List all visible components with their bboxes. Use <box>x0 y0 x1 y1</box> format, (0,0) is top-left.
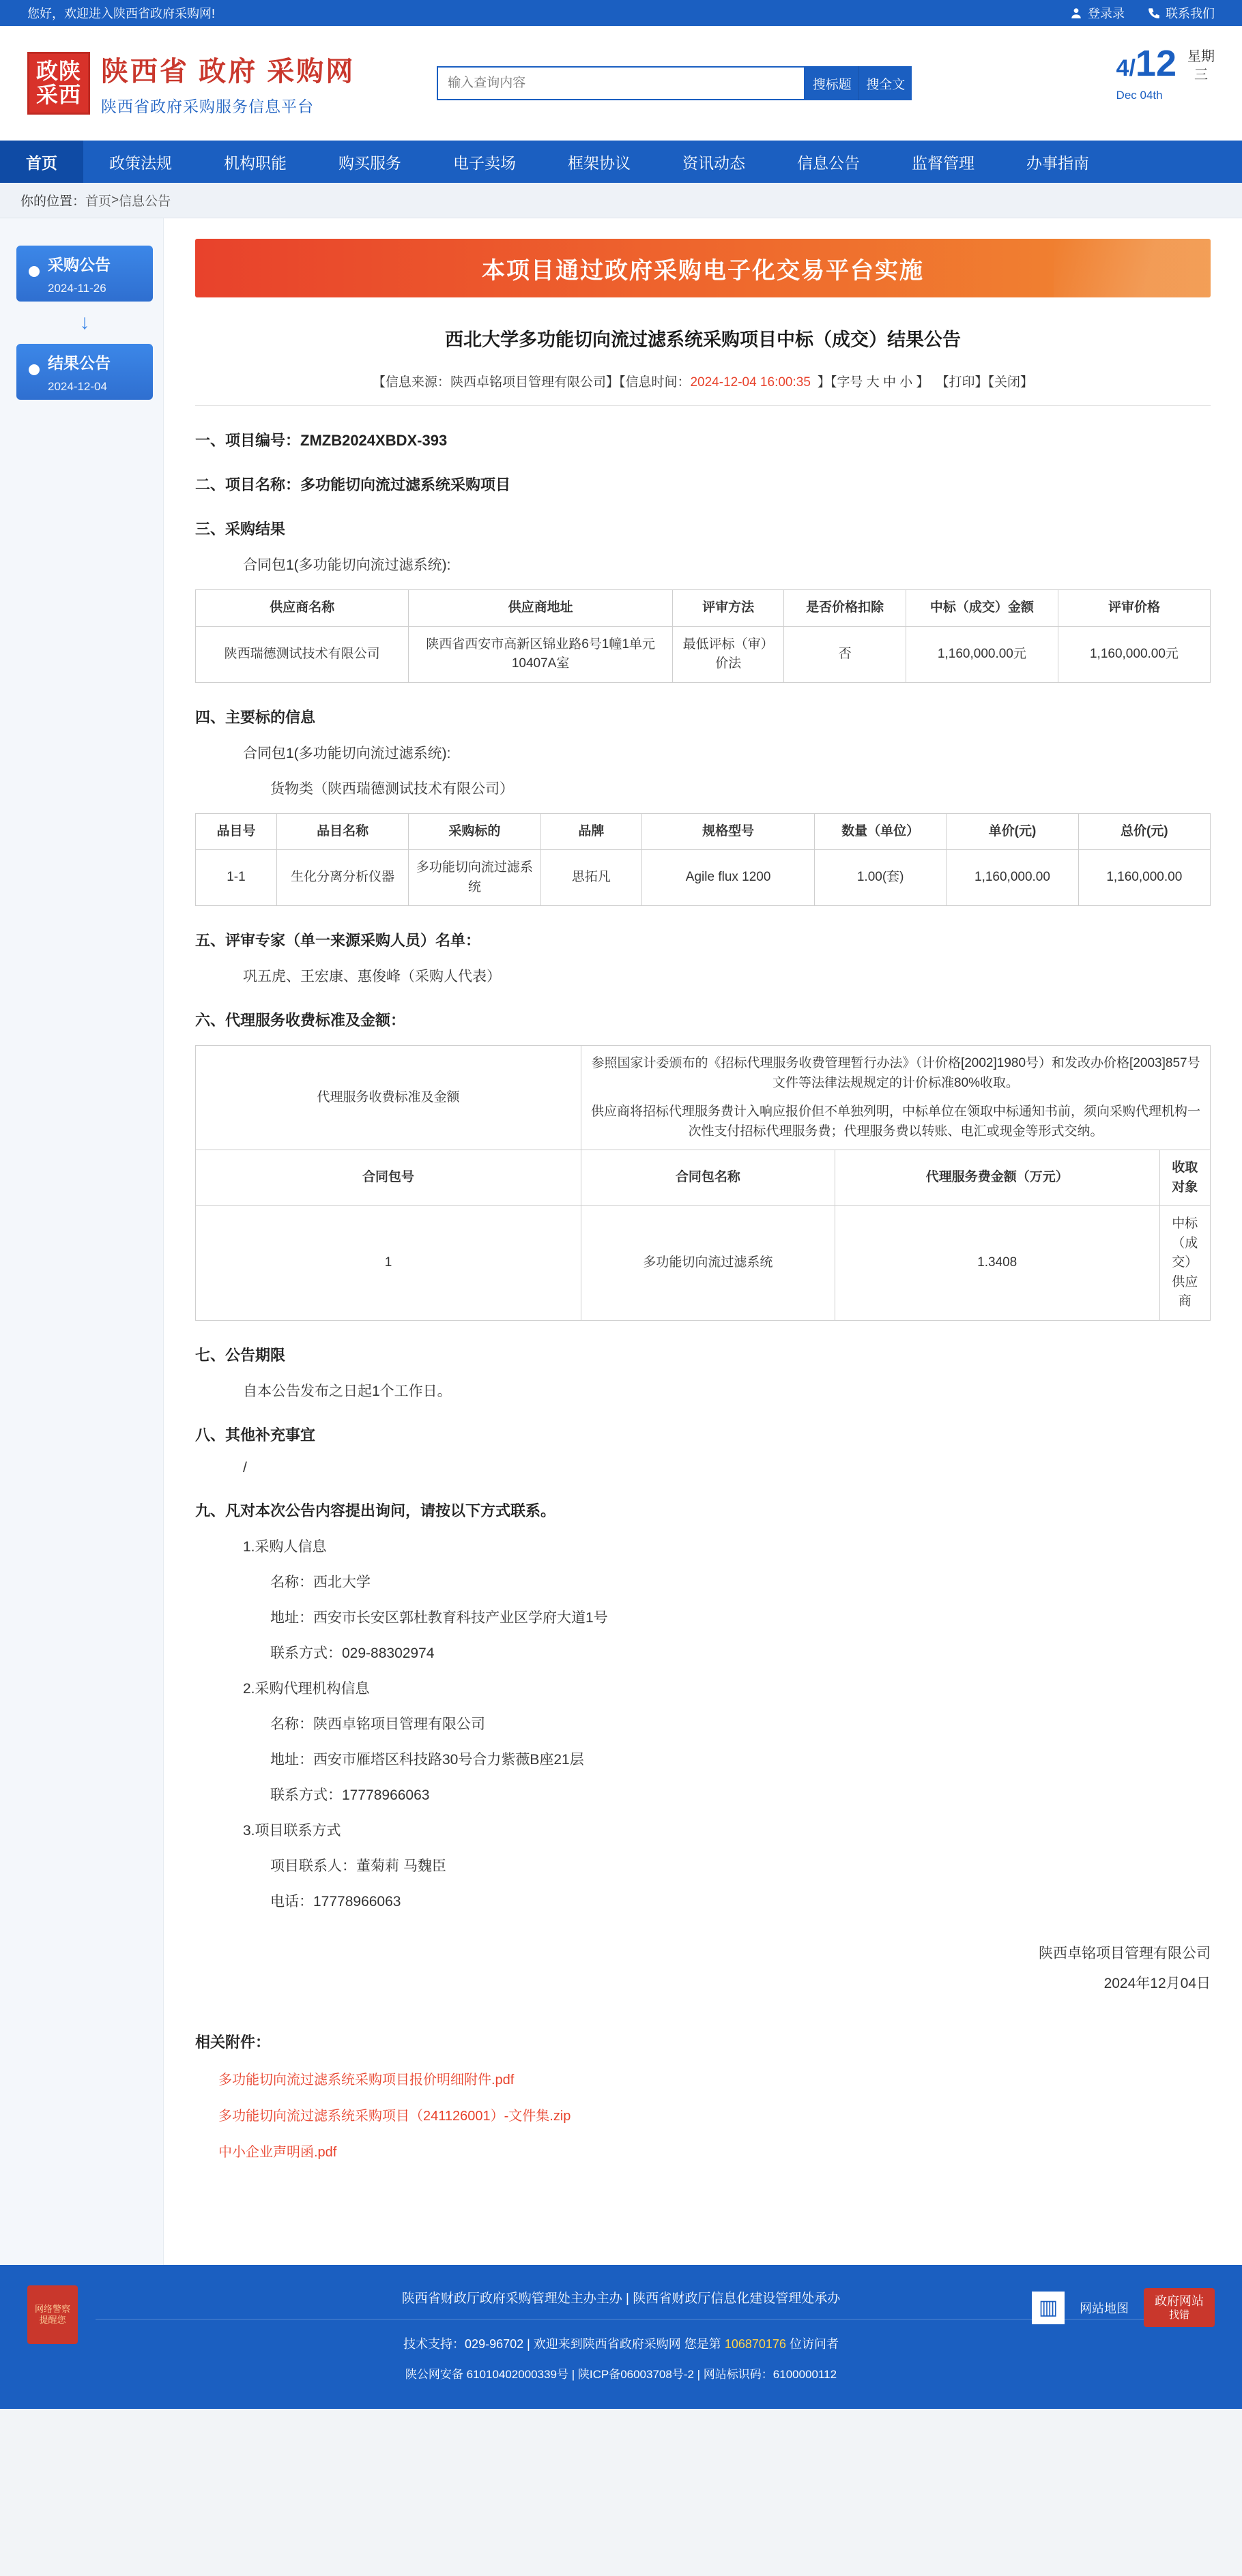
td-package-name: 多功能切向流过滤系统 <box>581 1206 835 1321</box>
td-total-price: 1,160,000.00 <box>1078 850 1210 906</box>
gov-badge-line2: 找错 <box>1168 2309 1189 2321</box>
th-award-amount: 中标（成交）金额 <box>906 590 1058 627</box>
site-footer <box>0 2265 1242 2409</box>
contact-link[interactable] <box>1148 4 1215 22</box>
signature-date: 2024年12月04日 <box>1103 1975 1211 1991</box>
agency-fee-table <box>195 1045 1211 1321</box>
footer-icp: 陕公网安备 61010402000339号 | 陕ICP备06003708号-2 | 网站标识码：6100000112 <box>405 2368 837 2381</box>
section-3-title: 三、采购结果 <box>195 521 286 538</box>
platform-banner: 本项目通过政府采购电子化交易平台实施 <box>195 239 1211 297</box>
td-award-amount: 1,160,000.00元 <box>906 626 1058 682</box>
logo-mark-icon: 政陕 采西 <box>27 52 90 115</box>
td-fee-standard-label: 代理服务收费标准及金额 <box>196 1046 581 1150</box>
th-brand: 品牌 <box>540 813 642 850</box>
attachment-link[interactable]: 多功能切向流过滤系统采购项目报价明细附件.pdf <box>218 2072 515 2088</box>
breadcrumb-home[interactable]: 首页 <box>85 194 112 209</box>
section-5-body: 巩五虎、王宏康、惠俊峰（采购人代表） <box>243 969 501 984</box>
section-5-title: 五、评审专家（单一来源采购人员）名单： <box>195 932 481 949</box>
th-package-name: 合同包名称 <box>581 1150 835 1206</box>
th-package-no: 合同包号 <box>196 1150 581 1206</box>
attachment-link[interactable]: 中小企业声明函.pdf <box>218 2144 337 2160</box>
section-4-package: 合同包1(多功能切向流过滤系统): <box>243 745 451 761</box>
phone-icon <box>1148 7 1160 19</box>
contact-agency-title: 2.采购代理机构信息 <box>243 1680 370 1697</box>
doc-meta <box>195 372 1211 406</box>
contact-purchaser-title: 1.采购人信息 <box>243 1538 327 1555</box>
contact-agency-name: 名称：陕西卓铭项目管理有限公司 <box>270 1716 485 1732</box>
section-4-category: 货物类（陕西瑞德测试技术有限公司） <box>270 780 514 797</box>
nav-item-news[interactable]: 资讯动态 <box>682 153 745 172</box>
footer-tools <box>1032 2288 1215 2327</box>
step-date: 2024-12-04 <box>48 379 107 393</box>
th-total-price: 总价(元) <box>1078 813 1210 850</box>
contact-project-tel: 电话：17778966063 <box>270 1893 401 1909</box>
close-link[interactable]: 【关闭】 <box>987 375 1034 390</box>
user-icon <box>1070 7 1082 19</box>
search-box <box>437 66 912 100</box>
topbar <box>0 0 1242 26</box>
progress-sidebar <box>0 218 164 2265</box>
th-subject: 采购标的 <box>409 813 540 850</box>
th-quantity: 数量（单位） <box>815 813 947 850</box>
td-fee-standard-text <box>581 1046 1211 1150</box>
nav-item-functions[interactable]: 机构职能 <box>224 153 287 172</box>
date-sub: Dec 04th <box>1116 89 1163 102</box>
step-date: 2024-11-26 <box>48 281 106 295</box>
table-header-row <box>196 590 1211 627</box>
contact-purchaser-address: 地址：西安市长安区郭杜教育科技产业区学府大道1号 <box>270 1609 608 1626</box>
footer-tech-text: 技术支持：029-96702 | 欢迎来到陕西省政府采购网 您是第 <box>403 2337 721 2351</box>
table-row <box>196 850 1211 906</box>
attachments-list <box>195 2068 1211 2161</box>
th-fee-payer: 收取对象 <box>1159 1150 1210 1206</box>
td-fee-amount: 1.3408 <box>835 1206 1159 1321</box>
nav-item-announcements[interactable]: 信息公告 <box>797 153 860 172</box>
th-supplier-address: 供应商地址 <box>409 590 673 627</box>
breadcrumb-separator: > <box>111 192 119 207</box>
section-9-title: 九、凡对本次公告内容提出询问，请按以下方式联系。 <box>195 1502 556 1519</box>
section-1-title: 一、项目编号：ZMZB2024XBDX-393 <box>195 432 448 449</box>
footer-tech <box>0 2334 1242 2352</box>
th-item-no: 品目号 <box>196 813 277 850</box>
meta-source-label: 【信息来源： <box>372 375 450 390</box>
table-row <box>196 626 1211 682</box>
section-2-title: 二、项目名称：多功能切向流过滤系统采购项目 <box>195 476 511 493</box>
td-item-no: 1-1 <box>196 850 277 906</box>
meta-time: 2024-12-04 16:00:35 <box>690 375 811 390</box>
td-supplier-name: 陕西瑞德测试技术有限公司 <box>196 626 409 682</box>
breadcrumb <box>0 183 1242 218</box>
th-item-name: 品目名称 <box>276 813 408 850</box>
td-supplier-address: 陕西省西安市高新区锦业路6号1幢1单元10407A室 <box>409 626 673 682</box>
section-3-package: 合同包1(多功能切向流过滤系统): <box>243 557 451 573</box>
td-review-price: 1,160,000.00元 <box>1058 626 1210 682</box>
signature-block <box>195 1942 1211 1993</box>
arrow-down-icon: ↓ <box>79 311 90 334</box>
site-name: 陕西省 政府 采购网 <box>101 57 356 87</box>
th-review-price: 评审价格 <box>1058 590 1210 627</box>
main-nav <box>0 141 1242 183</box>
topbar-actions <box>1070 4 1215 22</box>
td-item-name: 生化分离分析仪器 <box>276 850 408 906</box>
fee-paragraph-2: 供应商将招标代理服务费计入响应报价但不单独列明，中标单位在领取中标通知书前，须向采购代理机构一次性支付招标代理服务费；代理服务费以转账、电汇或现金等形式交纳。 <box>591 1104 1201 1139</box>
attachments-title: 相关附件： <box>195 2033 271 2051</box>
date-display: 4/12 <box>1116 43 1176 84</box>
nav-item-emarket[interactable]: 电子卖场 <box>453 153 516 172</box>
td-price-deduction: 否 <box>784 626 906 682</box>
th-supplier-name: 供应商名称 <box>196 590 409 627</box>
td-fee-payer: 中标（成交）供应商 <box>1159 1206 1210 1321</box>
attachment-link[interactable]: 多功能切向流过滤系统采购项目（241126001）-文件集.zip <box>218 2108 571 2124</box>
th-unit-price: 单价(元) <box>947 813 1078 850</box>
nav-item-policy[interactable]: 政策法规 <box>109 153 172 172</box>
qrcode-icon[interactable]: ▥ <box>1032 2292 1065 2324</box>
site-subtitle: 陕西省政府采购服务信息平台 <box>101 98 314 115</box>
gov-site-report-badge[interactable] <box>1144 2288 1215 2327</box>
footer-tech-tail: 位访问者 <box>789 2337 839 2351</box>
contact-label: 联系我们 <box>1166 7 1215 20</box>
step-dot-icon <box>29 364 40 375</box>
contact-agency-tel: 联系方式：17778966063 <box>270 1787 430 1803</box>
site-header <box>0 26 1242 141</box>
td-brand: 思拓凡 <box>540 850 642 906</box>
step-dot-icon <box>29 266 40 277</box>
page-title: 西北大学多功能切向流过滤系统采购项目中标（成交）结果公告 <box>445 330 961 350</box>
login-label: 登录录 <box>1088 7 1125 20</box>
fee-paragraph-1: 参照国家计委颁布的《招标代理服务收费管理暂行办法》（计价格[2002]1980号）和发改办价格[2003]857号文件等法律法规规定的计价标准80%收取。 <box>591 1056 1200 1090</box>
meta-time-label: 】【信息时间： <box>605 375 691 390</box>
meta-fontsize[interactable]: 】【字号 大 中 小 】 <box>817 375 929 390</box>
table-header-row <box>196 813 1211 850</box>
nav-item-supervision[interactable]: 监督管理 <box>912 153 974 172</box>
nav-item-framework[interactable]: 框架协议 <box>568 153 631 172</box>
signature-org: 陕西卓铭项目管理有限公司 <box>1039 1945 1211 1961</box>
contact-project-person: 项目联系人：董菊莉 马魏臣 <box>270 1858 446 1874</box>
nav-item-home[interactable]: 首页 <box>0 141 83 183</box>
sitemap-link[interactable]: 网站地图 <box>1080 2301 1129 2315</box>
section-4-title: 四、主要标的信息 <box>195 708 316 726</box>
td-review-method: 最低评标（审）价法 <box>672 626 784 682</box>
section-7-body: 自本公告发布之日起1个工作日。 <box>243 1383 452 1399</box>
td-spec: Agile flux 1200 <box>642 850 815 906</box>
meta-source: 陕西卓铭项目管理有限公司 <box>450 375 606 390</box>
police-badge-icon: 网络警察 提醒您 <box>27 2285 78 2344</box>
site-logo[interactable] <box>27 50 355 117</box>
result-table <box>195 589 1211 683</box>
td-unit-price: 1,160,000.00 <box>947 850 1078 906</box>
th-review-method: 评审方法 <box>672 590 784 627</box>
th-price-deduction: 是否价格扣除 <box>784 590 906 627</box>
section-8-title: 八、其他补充事宜 <box>195 1426 316 1444</box>
contact-project-title: 3.项目联系方式 <box>243 1822 341 1839</box>
gov-badge-line1: 政府网站 <box>1155 2294 1204 2308</box>
sidebar-step-result-notice[interactable] <box>16 344 153 400</box>
footer-owner: 陕西省财政厅政府采购管理处主办主办 | 陕西省财政厅信息化建设管理处承办 <box>96 2288 1146 2319</box>
table-row <box>196 1206 1211 1321</box>
breadcrumb-label: 你的位置： <box>20 194 86 209</box>
breadcrumb-current: 信息公告 <box>119 194 171 209</box>
topbar-welcome: 您好，欢迎进入陕西省政府采购网! <box>27 7 215 20</box>
td-quantity: 1.00(套) <box>815 850 947 906</box>
table-header-row <box>196 1150 1211 1206</box>
search-title-button[interactable]: 搜标题 <box>805 66 858 100</box>
contact-purchaser-tel: 联系方式：029-88302974 <box>270 1645 435 1661</box>
table-row <box>196 1046 1211 1150</box>
td-subject: 多功能切向流过滤系统 <box>409 850 540 906</box>
date-widget <box>1116 45 1215 102</box>
login-link[interactable] <box>1070 4 1125 22</box>
goods-table <box>195 813 1211 907</box>
nav-item-services[interactable]: 购买服务 <box>338 153 401 172</box>
sidebar-step-purchase-notice[interactable] <box>16 246 153 302</box>
print-link[interactable]: 【打印】 <box>936 375 988 390</box>
step-title: 采购公告 <box>48 256 111 274</box>
section-8-body: / <box>243 1459 247 1476</box>
th-spec: 规格型号 <box>642 813 815 850</box>
contact-purchaser-name: 名称：西北大学 <box>270 1574 371 1590</box>
section-6-title: 六、代理服务收费标准及金额： <box>195 1012 406 1029</box>
nav-item-guide[interactable]: 办事指南 <box>1026 153 1089 172</box>
contact-agency-address: 地址：西安市雁塔区科技路30号合力紫薇B座21层 <box>270 1751 584 1768</box>
visit-count: 106870176 <box>724 2337 786 2351</box>
section-7-title: 七、公告期限 <box>195 1346 286 1364</box>
step-title: 结果公告 <box>48 354 111 372</box>
search-fulltext-button[interactable]: 搜全文 <box>858 66 912 100</box>
weekday-label: 星期 三 <box>1187 49 1215 83</box>
document-content <box>164 218 1242 2265</box>
search-input[interactable] <box>437 66 805 100</box>
td-package-no: 1 <box>196 1206 581 1321</box>
th-fee-amount: 代理服务费金额（万元） <box>835 1150 1159 1206</box>
page-body <box>0 218 1242 2265</box>
